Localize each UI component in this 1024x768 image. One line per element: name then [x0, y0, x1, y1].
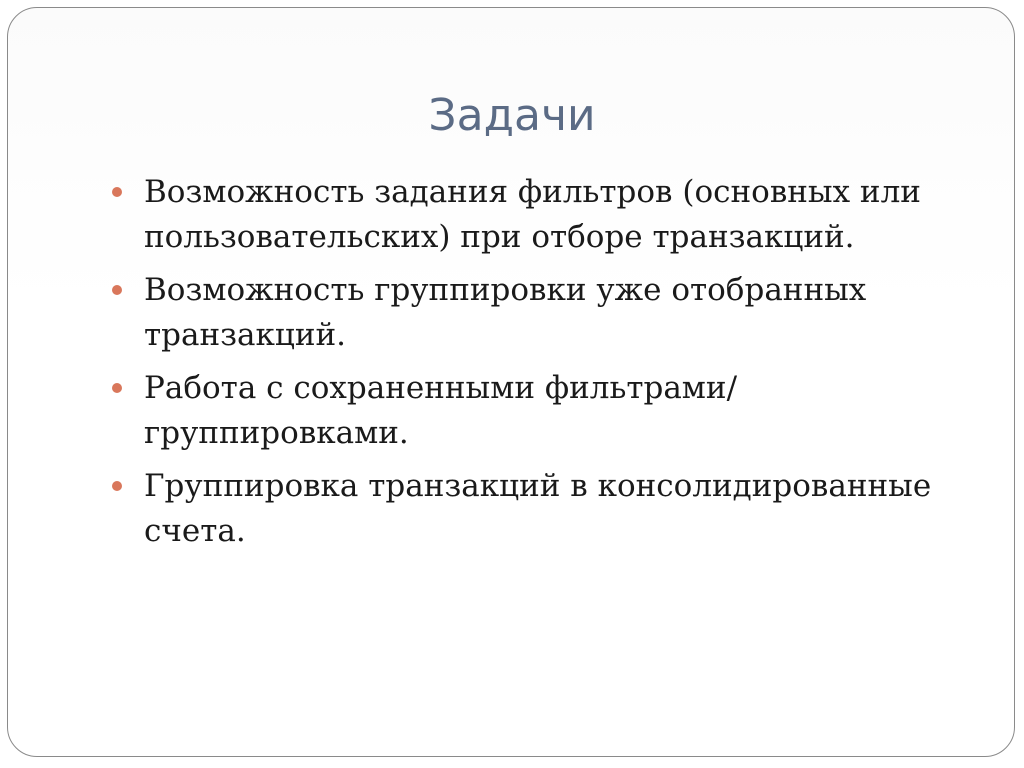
list-item: [112, 170, 972, 260]
bullet-icon: [112, 383, 122, 393]
list-item: [112, 464, 972, 554]
bullet-list: [112, 170, 972, 562]
bullet-icon: [112, 285, 122, 295]
list-item: [112, 366, 972, 456]
list-item: [112, 268, 972, 358]
bullet-icon: [112, 187, 122, 197]
slide-title: Задачи: [428, 90, 596, 141]
bullet-text: Группировка транзакций в консолидированные счета.: [144, 468, 932, 549]
bullet-icon: [112, 481, 122, 491]
bullet-text: Возможность группировки уже отобранных транзакций.: [144, 272, 867, 353]
bullet-text: Работа с сохраненными фильтрами/ группировками.: [144, 370, 738, 451]
bullet-text: Возможность задания фильтров (основных или пользовательских) при отборе транзакций.: [144, 174, 921, 255]
